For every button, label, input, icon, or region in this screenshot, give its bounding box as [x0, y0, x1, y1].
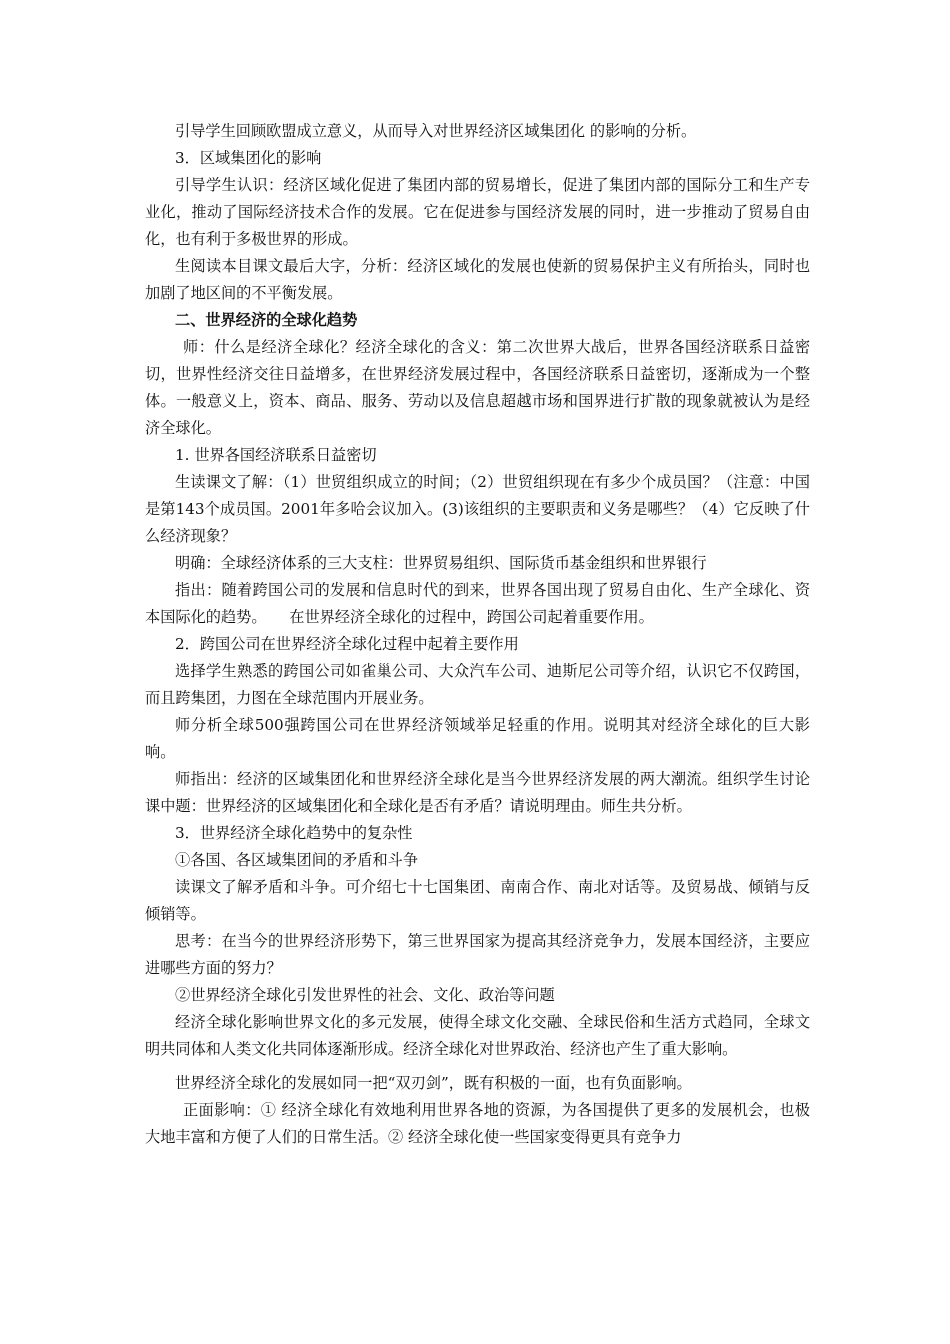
- point-social-issues: ②世界经济全球化引发世界性的社会、文化、政治等问题: [175, 986, 555, 1004]
- paragraph-multinational-examples: 选择学生熟悉的跨国公司如雀巢公司、大众汽车公司、迪斯尼公司等介绍，认识它不仅跨国，而且跨集团，力图在全球范围内开展业务。: [145, 662, 810, 707]
- paragraph-eu-review: 引导学生回顾欧盟成立意义，从而导入对世界经济区域集团化 的影响的分析。: [175, 122, 697, 140]
- paragraph-think: 思考：在当今的世界经济形势下，第三世界国家为提高其经济竞争力，发展本国经济，主要应进哪些方面的努力？: [145, 932, 810, 977]
- paragraph-top500: 师分析全球500强跨国公司在世界经济领域举足轻重的作用。说明其对经济全球化的巨大影响。: [145, 716, 810, 761]
- paragraph-regional-negative: 生阅读本目课文最后大字，分析：经济区域化的发展也使新的贸易保护主义有所抬头，同时也加剧了地区间的不平衡发展。: [145, 257, 810, 302]
- paragraph-wto-questions: 生读课文了解：（1）世贸组织成立的时间；（2）世贸组织现在有多少个成员国？（注意：中国是第143个成员国。2001年多哈会议加入。(3)该组织的主要职责和义务是哪些？（4）它反映了什么经济现象？: [145, 473, 810, 545]
- document-page: [145, 118, 810, 1151]
- subheading-complexity: 3．世界经济全球化趋势中的复杂性: [175, 824, 413, 842]
- subheading-multinationals: 2．跨国公司在世界经济全球化过程中起着主要作用: [175, 635, 519, 653]
- paragraph-three-pillars: 明确：全球经济体系的三大支柱：世界贸易组织、国际货币基金组织和世界银行: [175, 554, 707, 572]
- paragraph-double-edged: 世界经济全球化的发展如同一把“双刃剑”，既有积极的一面，也有负面影响。: [175, 1074, 692, 1092]
- subheading-regional-impact: 3．区域集团化的影响: [175, 149, 322, 167]
- paragraph-regional-impact: 引导学生认识：经济区域化促进了集团内部的贸易增长，促进了集团内部的国际分工和生产专业化，推动了国际经济技术合作的发展。它在促进参与国经济发展的同时，进一步推动了贸易自由化，也有利于多极世界的形成。: [145, 176, 810, 248]
- paragraph-trends: 指出：随着跨国公司的发展和信息时代的到来，世界各国出现了贸易自由化、生产全球化、资本国际化的趋势。 在世界经济全球化的过程中，跨国公司起着重要作用。: [145, 581, 810, 626]
- subheading-economic-links: 1. 世界各国经济联系日益密切: [175, 446, 377, 464]
- paragraph-globalization-definition: 师：什么是经济全球化？经济全球化的含义：第二次世界大战后，世界各国经济联系日益密切，世界性经济交往日益增多，在世界经济发展过程中，各国经济联系日益密切，逐渐成为一个整体。一般意义上，资本、商品、服务、劳动以及信息超越市场和国界进行扩散的现象就被认为是经济全球化。: [145, 338, 810, 437]
- paragraph-two-trends: 师指出：经济的区域集团化和世界经济全球化是当今世界经济发展的两大潮流。组织学生讨论课中题：世界经济的区域集团化和全球化是否有矛盾？请说明理由。师生共分析。: [145, 770, 810, 815]
- paragraph-positive-effects: 正面影响：① 经济全球化有效地利用世界各地的资源，为各国提供了更多的发展机会，也极大地丰富和方便了人们的日常生活。② 经济全球化使一些国家变得更具有竞争力: [145, 1101, 810, 1146]
- point-conflicts: ①各国、各区域集团间的矛盾和斗争: [175, 851, 418, 869]
- paragraph-conflicts: 读课文了解矛盾和斗争。可介绍七十七国集团、南南合作、南北对话等。及贸易战、倾销与反倾销等。: [145, 878, 810, 923]
- section-heading-globalization: 二、世界经济的全球化趋势: [175, 311, 358, 329]
- paragraph-culture: 经济全球化影响世界文化的多元发展，使得全球文化交融、全球民俗和生活方式趋同，全球文明共同体和人类文化共同体逐渐形成。经济全球化对世界政治、经济也产生了重大影响。: [145, 1013, 810, 1058]
